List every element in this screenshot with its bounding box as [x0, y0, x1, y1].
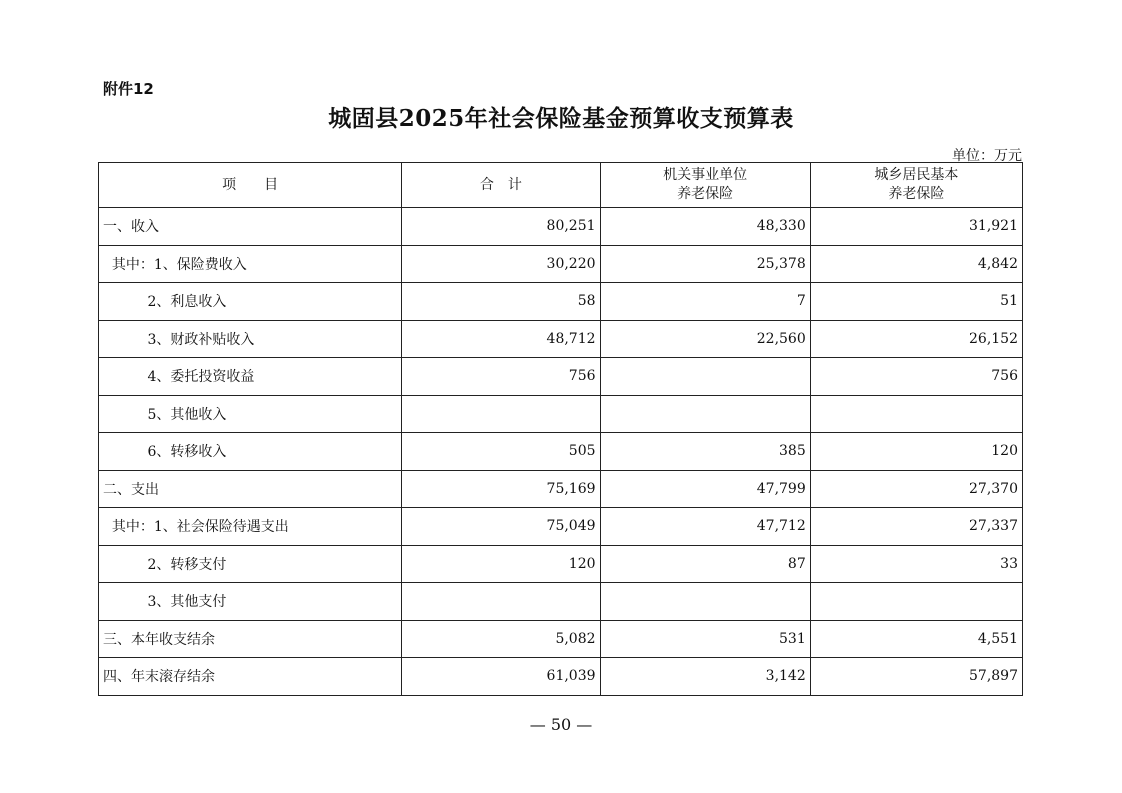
- table-row: [99, 245, 1023, 283]
- header-resident-pension: [810, 163, 1022, 208]
- table-row: [99, 470, 1023, 508]
- row-total: [402, 395, 600, 433]
- row-item: 6、转移收入: [99, 433, 402, 471]
- row-resident-pension: 120: [810, 433, 1022, 471]
- table-row: [99, 583, 1023, 621]
- row-item: 5、其他收入: [99, 395, 402, 433]
- row-total: 120: [402, 545, 600, 583]
- row-resident-pension: 26,152: [810, 320, 1022, 358]
- row-org-pension: 47,712: [600, 508, 810, 546]
- row-org-pension: [600, 395, 810, 433]
- header-total-label: 合 计: [479, 176, 522, 193]
- row-total: [402, 583, 600, 621]
- table-row: [99, 545, 1023, 583]
- header-item: [99, 163, 402, 208]
- table-row: [99, 508, 1023, 546]
- unit-label: 单位：万元: [952, 148, 1022, 164]
- row-org-pension: 47,799: [600, 470, 810, 508]
- table-row: [99, 283, 1023, 321]
- row-resident-pension: 4,842: [810, 245, 1022, 283]
- row-item: 2、转移支付: [99, 545, 402, 583]
- page-title: 城固县2025年社会保险基金预算收支预算表: [328, 105, 794, 132]
- row-item: 其中：1、保险费收入: [99, 245, 402, 283]
- budget-table: [98, 162, 1023, 696]
- row-org-pension: 7: [600, 283, 810, 321]
- row-item: 4、委托投资收益: [99, 358, 402, 396]
- row-item: 其中：1、社会保险待遇支出: [99, 508, 402, 546]
- row-org-pension: 385: [600, 433, 810, 471]
- table-row: [99, 620, 1023, 658]
- table-row: [99, 320, 1023, 358]
- row-total: 5,082: [402, 620, 600, 658]
- row-item: 3、财政补贴收入: [99, 320, 402, 358]
- row-total: 80,251: [402, 208, 600, 246]
- row-org-pension: 48,330: [600, 208, 810, 246]
- row-total: 756: [402, 358, 600, 396]
- row-org-pension: 87: [600, 545, 810, 583]
- row-total: 58: [402, 283, 600, 321]
- row-item: 2、利息收入: [99, 283, 402, 321]
- row-total: 48,712: [402, 320, 600, 358]
- table-row: [99, 208, 1023, 246]
- row-org-pension: 22,560: [600, 320, 810, 358]
- row-total: 61,039: [402, 658, 600, 696]
- row-item: 三、本年收支结余: [99, 620, 402, 658]
- row-total: 30,220: [402, 245, 600, 283]
- header-org-pension: [600, 163, 810, 208]
- row-resident-pension: [810, 583, 1022, 621]
- row-item: 四、年末滚存结余: [99, 658, 402, 696]
- row-resident-pension: 4,551: [810, 620, 1022, 658]
- table-row: [99, 433, 1023, 471]
- row-total: 75,049: [402, 508, 600, 546]
- row-resident-pension: 27,370: [810, 470, 1022, 508]
- table-row: [99, 395, 1023, 433]
- header-total: [402, 163, 600, 208]
- row-item: 一、收入: [99, 208, 402, 246]
- row-resident-pension: [810, 395, 1022, 433]
- attachment-label: 附件12: [103, 80, 154, 98]
- row-org-pension: 531: [600, 620, 810, 658]
- row-org-pension: [600, 583, 810, 621]
- header-res-line2: 养老保险: [888, 186, 945, 202]
- table-header-row: [99, 163, 1023, 208]
- header-res-line1: 城乡居民基本: [874, 167, 959, 183]
- table-row: [99, 658, 1023, 696]
- row-org-pension: 25,378: [600, 245, 810, 283]
- row-resident-pension: 31,921: [810, 208, 1022, 246]
- row-org-pension: [600, 358, 810, 396]
- row-resident-pension: 27,337: [810, 508, 1022, 546]
- row-resident-pension: 756: [810, 358, 1022, 396]
- row-total: 505: [402, 433, 600, 471]
- row-item: 二、支出: [99, 470, 402, 508]
- row-resident-pension: 57,897: [810, 658, 1022, 696]
- row-org-pension: 3,142: [600, 658, 810, 696]
- row-resident-pension: 51: [810, 283, 1022, 321]
- table-row: [99, 358, 1023, 396]
- header-item-label: 项 目: [222, 176, 279, 193]
- table-body: [99, 208, 1023, 696]
- page-number: — 50 —: [529, 715, 593, 734]
- header-org-line2: 养老保险: [677, 186, 734, 202]
- row-total: 75,169: [402, 470, 600, 508]
- row-resident-pension: 33: [810, 545, 1022, 583]
- header-org-line1: 机关事业单位: [663, 167, 748, 183]
- row-item: 3、其他支付: [99, 583, 402, 621]
